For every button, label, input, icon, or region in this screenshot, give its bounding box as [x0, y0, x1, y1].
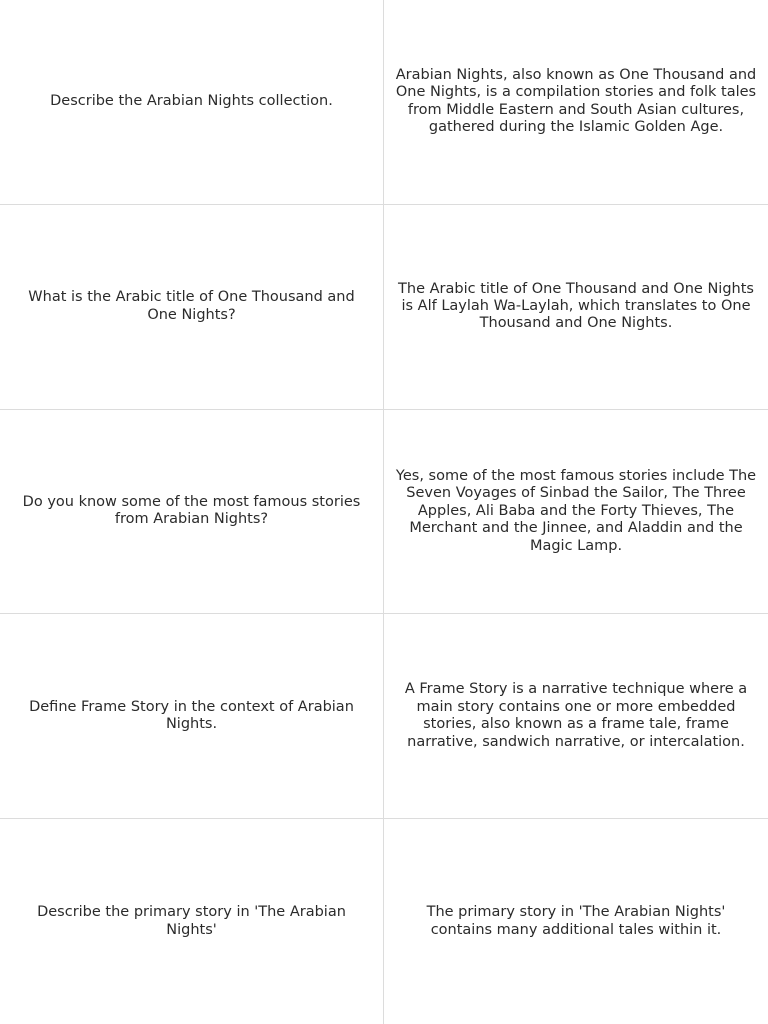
card-answer: A Frame Story is a narrative technique where a main story contains one or more embedded stories, also known as a frame tale, frame narrative, sandwich narrative, or intercalation.: [384, 614, 768, 819]
card-answer: Arabian Nights, also known as One Thousand and One Nights, is a compilation stories and folk tales from Middle Eastern and South Asian cultures, gathered during the Islamic Golden Age.: [384, 0, 768, 205]
card-question: Describe the Arabian Nights collection.: [0, 0, 384, 205]
card-question: Describe the primary story in 'The Arabian Nights': [0, 819, 384, 1024]
card-question: Do you know some of the most famous stories from Arabian Nights?: [0, 410, 384, 615]
card-question: What is the Arabic title of One Thousand and One Nights?: [0, 205, 384, 410]
card-answer: The primary story in 'The Arabian Nights' contains many additional tales within it.: [426, 904, 726, 938]
card-question: Define Frame Story in the context of Arabian Nights.: [0, 614, 384, 819]
card-answer: Yes, some of the most famous stories include The Seven Voyages of Sinbad the Sailor, The Three Apples, Ali Baba and the Forty Thieves, The Merchant and the Jinnee, and Aladdin and the Magic Lamp.: [384, 410, 768, 615]
card-answer: The Arabic title of One Thousand and One Nights is Alf Laylah Wa-Laylah, which translates to One Thousand and One Nights.: [384, 205, 768, 410]
